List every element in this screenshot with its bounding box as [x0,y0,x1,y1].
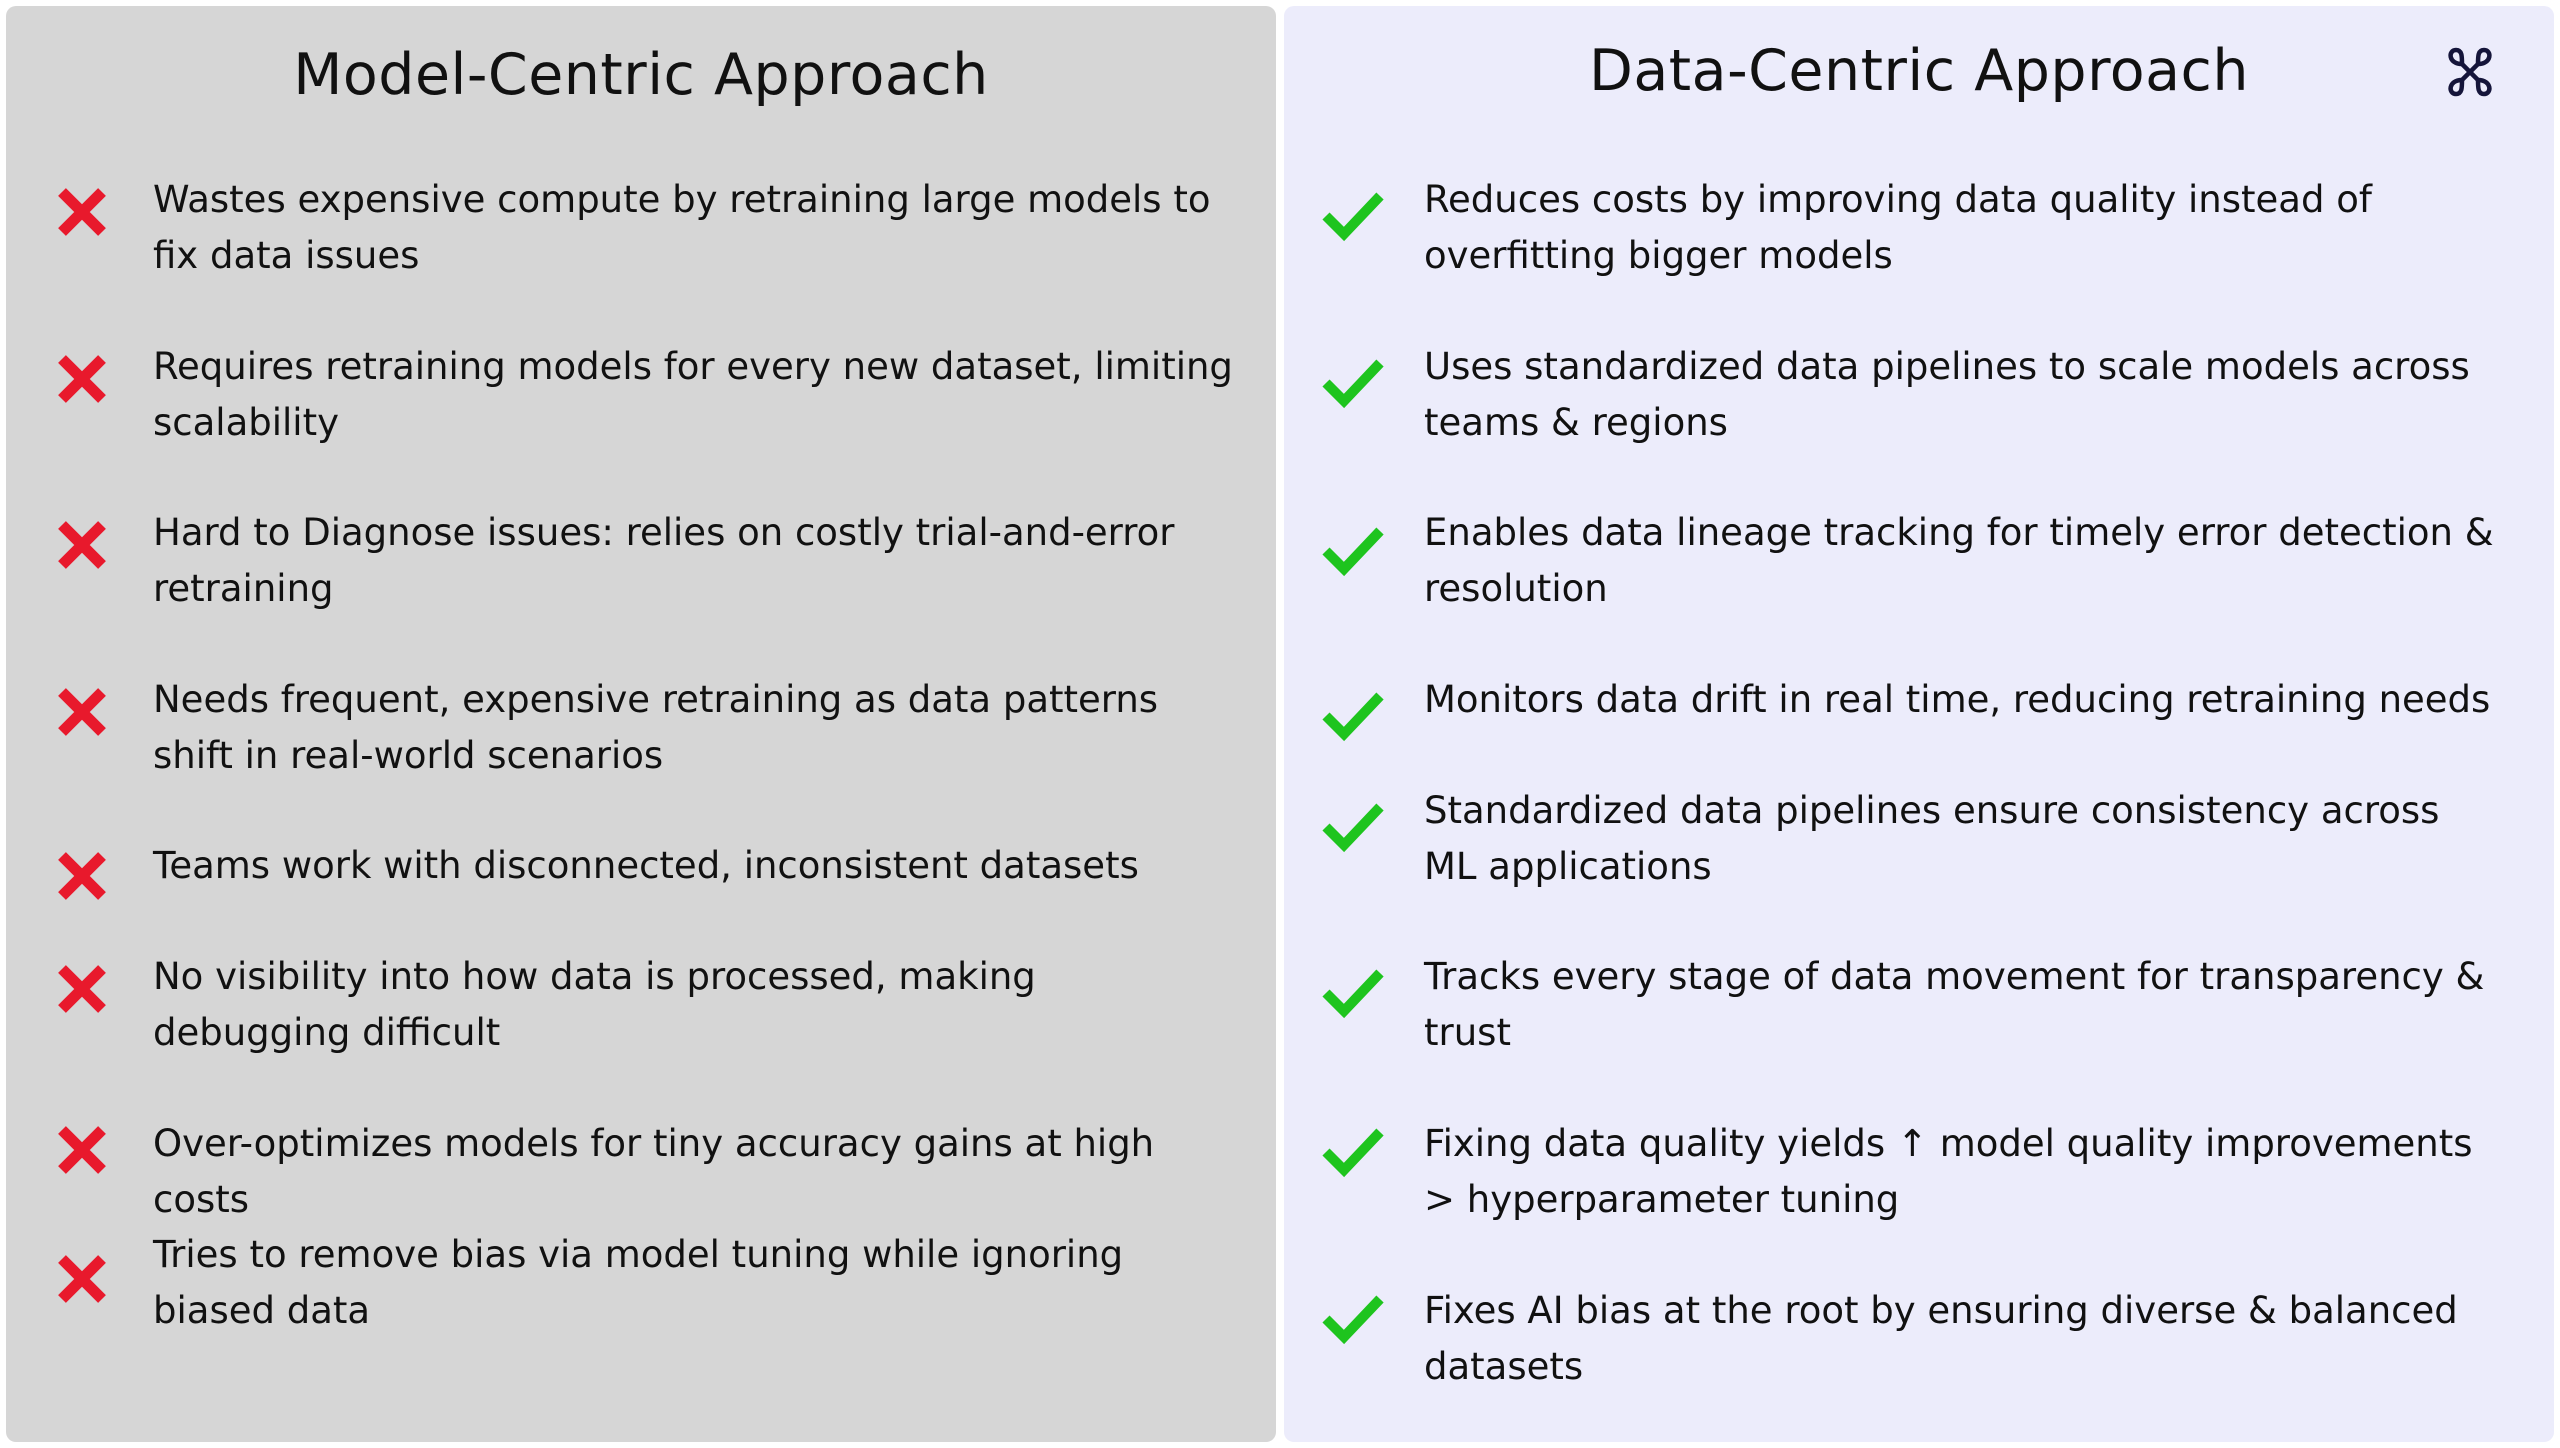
check-icon [1320,793,1384,857]
model-centric-item-text: Needs frequent, expensive retraining as data patterns shift in real-world scenarios [153,678,1159,777]
cross-icon [50,680,114,744]
data-centric-item-text: Reduces costs by improving data quality instead of overfitting bigger models [1424,178,2372,277]
model-centric-item-text: Wastes expensive compute by retraining large models to fix data issues [153,178,1211,277]
check-icon [1320,1285,1384,1349]
check-icon [1320,959,1384,1023]
model-centric-item-text: No visibility into how data is processed, making debugging difficult [153,955,1036,1054]
cross-icon [50,347,114,411]
cross-icon [50,180,114,244]
check-icon [1320,682,1384,746]
model-centric-item-text: Requires retraining models for every new dataset, limiting scalability [153,345,1233,444]
check-icon [1320,182,1384,246]
data-centric-item-text: Standardized data pipelines ensure consistency across ML applications [1424,789,2440,888]
cross-icon [50,957,114,1021]
data-centric-item-text: Fixing data quality yields ↑ model quality improvements > hyperparameter tuning [1424,1122,2473,1221]
model-centric-panel [6,6,1276,1442]
cross-icon [50,513,114,577]
cross-icon [50,844,114,908]
data-centric-item-text: Uses standardized data pipelines to scale models across teams & regions [1424,345,2470,444]
data-centric-item-text: Enables data lineage tracking for timely error detection & resolution [1424,511,2494,610]
cross-icon [50,1247,114,1311]
cross-icon [50,1118,114,1182]
model-centric-item-text: Hard to Diagnose issues: relies on costly trial-and-error retraining [153,511,1175,610]
model-centric-item-text: Tries to remove bias via model tuning while ignoring biased data [153,1233,1124,1332]
data-centric-item-text: Monitors data drift in real time, reducing retraining needs [1424,678,2491,721]
data-centric-title: Data-Centric Approach [1588,38,2250,104]
command-knot-icon [2442,44,2498,100]
data-centric-item-text: Fixes AI bias at the root by ensuring diverse & balanced datasets [1424,1289,2458,1388]
check-icon [1320,517,1384,581]
data-centric-panel [1284,6,2554,1442]
model-centric-item-text: Teams work with disconnected, inconsistent datasets [153,844,1139,887]
check-icon [1320,1118,1384,1182]
check-icon [1320,349,1384,413]
model-centric-item-text: Over-optimizes models for tiny accuracy gains at high costs [153,1122,1155,1221]
model-centric-title: Model-Centric Approach [293,42,989,108]
data-centric-item-text: Tracks every stage of data movement for transparency & trust [1424,955,2485,1054]
